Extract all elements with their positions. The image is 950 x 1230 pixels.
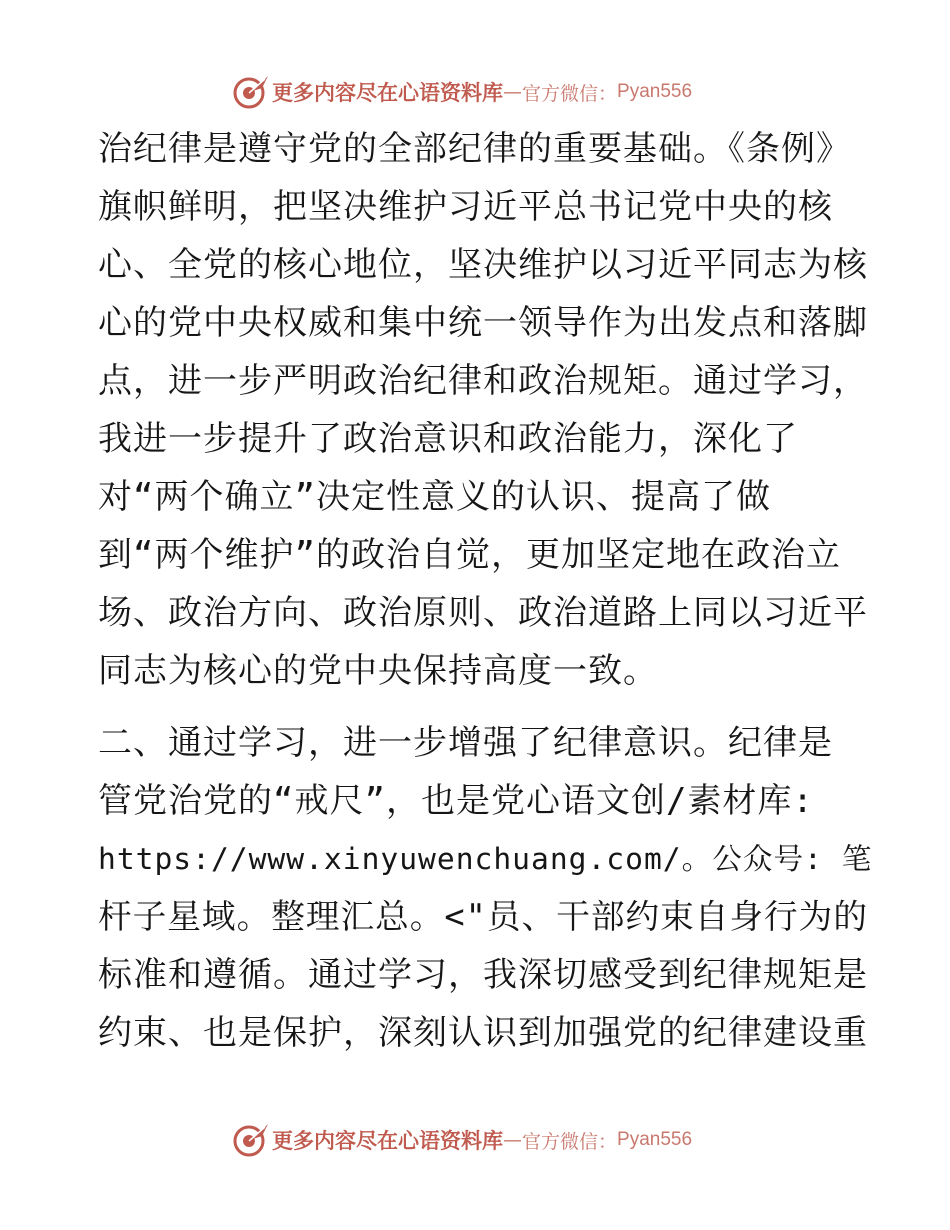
banner-separator: — bbox=[503, 81, 522, 103]
text-line: 对“两个确立”决定性意义的认识、提高了做 bbox=[98, 477, 771, 517]
text-line: 心的党中央权威和集中统一领导作为出发点和落脚 bbox=[98, 303, 868, 343]
text-line: 同志为核心的党中央保持高度一致。 bbox=[98, 651, 658, 691]
text-line: 约束、也是保护，深刻认识到加强党的纪律建设重 bbox=[98, 1013, 868, 1053]
text-line: 杆子星域。整理汇总。<"员、干部约束自身行为的 bbox=[98, 897, 868, 936]
text-line: 场、政治方向、政治原则、政治道路上同以习近平 bbox=[98, 593, 868, 633]
banner-title: 更多内容尽在心语资料库 bbox=[272, 1128, 503, 1153]
header-banner bbox=[232, 72, 692, 112]
banner-wechat-id: Pyan556 bbox=[617, 1129, 693, 1150]
text-line: 二、通过学习，进一步增强了纪律意识。纪律是 bbox=[98, 723, 833, 763]
text-line: 旗帜鲜明，把坚决维护习近平总书记党中央的核 bbox=[98, 187, 833, 227]
text-line: 治纪律是遵守党的全部纪律的重要基础。《条例》 bbox=[98, 129, 851, 169]
text-line: 我进一步提升了政治意识和政治能力，深化了 bbox=[98, 419, 798, 459]
banner-title: 更多内容尽在心语资料库 bbox=[272, 80, 503, 105]
banner-wechat-label: 官方微信： bbox=[522, 82, 618, 105]
banner-wechat-id: Pyan556 bbox=[617, 81, 693, 102]
banner-wechat-label: 官方微信： bbox=[522, 1130, 618, 1153]
quill-logo-icon bbox=[232, 1122, 270, 1158]
document-body bbox=[98, 120, 873, 1062]
paragraph-2 bbox=[98, 714, 873, 1062]
text-line: 点，进一步严明政治纪律和政治规矩。通过学习， bbox=[98, 361, 868, 401]
text-line: 到“两个维护”的政治自觉，更加坚定地在政治立 bbox=[98, 535, 841, 575]
text-line: 标准和遵循。通过学习，我深切感受到纪律规矩是 bbox=[98, 955, 868, 995]
text-line: 管党治党的“戒尺”，也是党心语文创/素材库: bbox=[98, 781, 814, 821]
text-line: 心、全党的核心地位，坚决维护以习近平同志为核 bbox=[98, 245, 868, 285]
banner-separator: — bbox=[503, 1129, 522, 1151]
paragraph-1 bbox=[98, 120, 868, 700]
quill-logo-icon bbox=[232, 74, 270, 110]
text-line: https://www.xinyuwenchuang.com/。公众号: 笔 bbox=[98, 842, 873, 876]
footer-banner bbox=[232, 1120, 692, 1160]
